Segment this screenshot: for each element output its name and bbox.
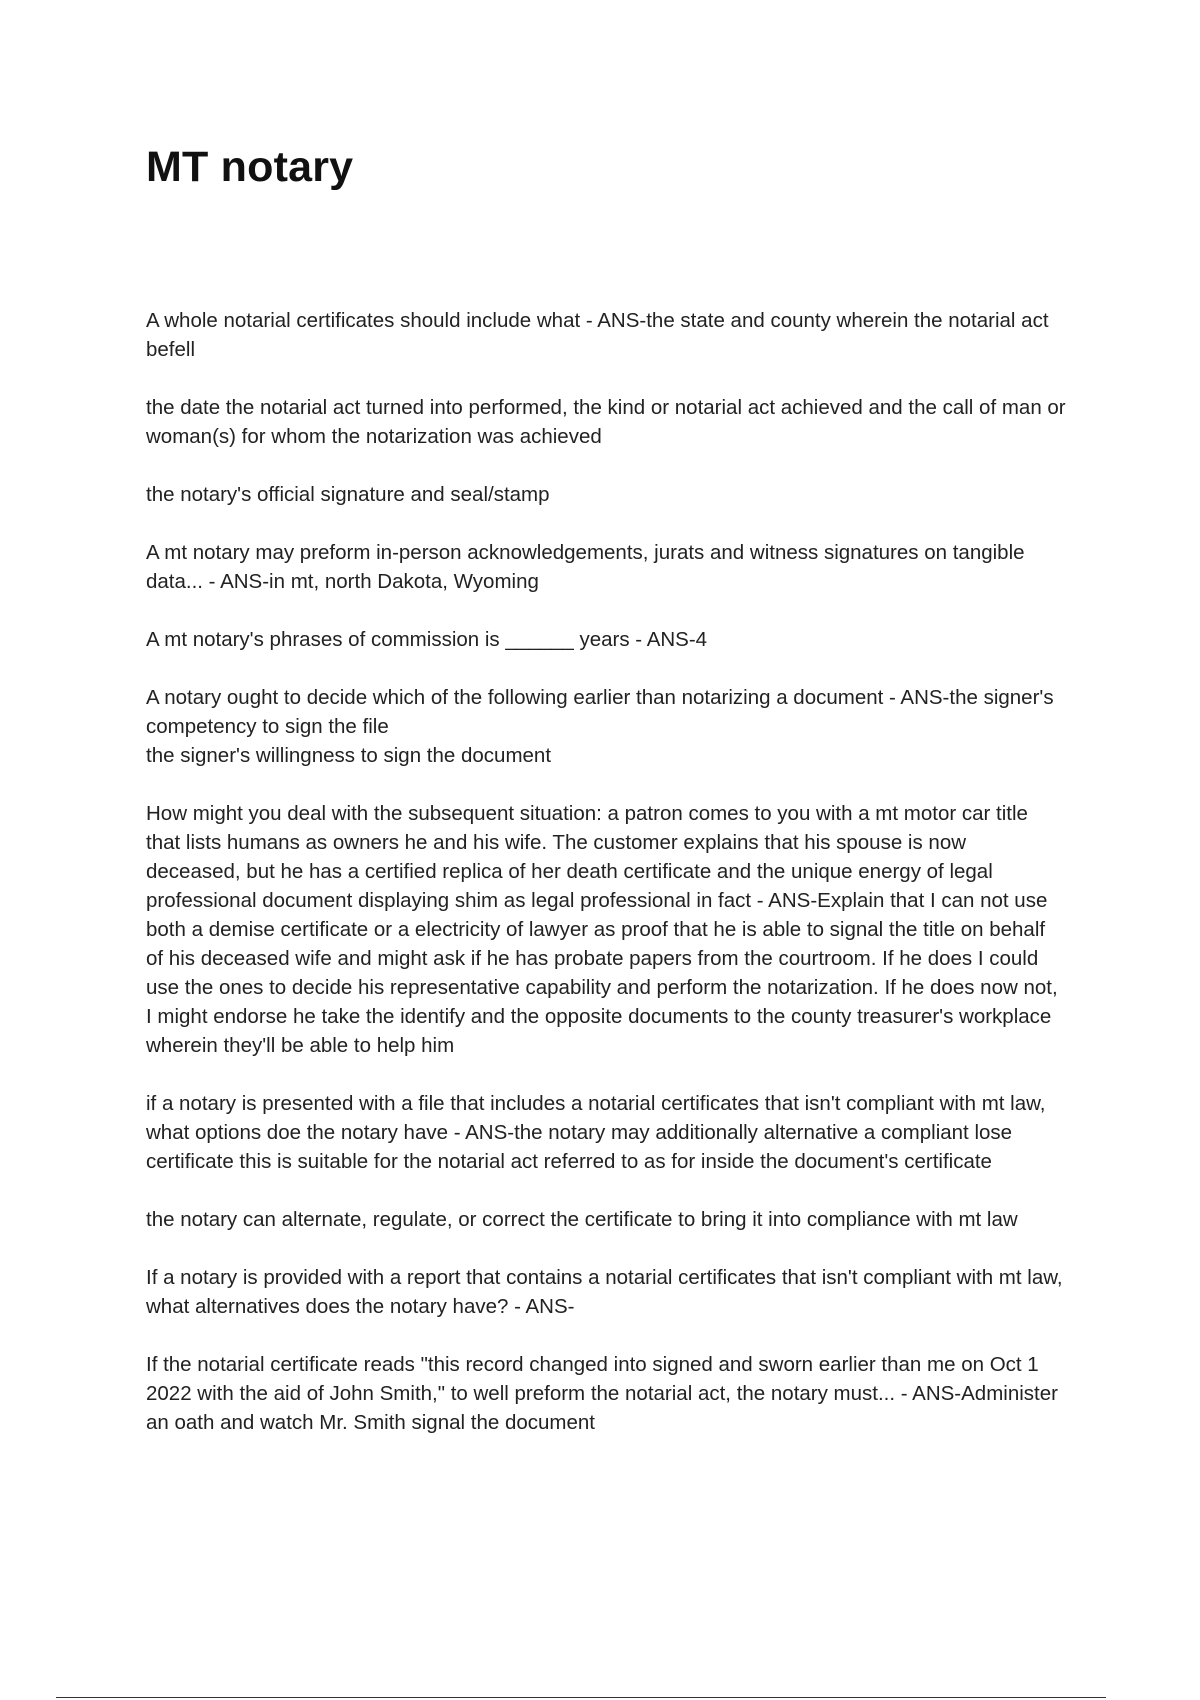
paragraph: A mt notary may preform in-person acknowledgements, jurats and witness signatures on tangible data... - ANS-in mt, north Dakota, Wyoming [146, 541, 1025, 593]
paragraph: the notary can alternate, regulate, or correct the certificate to bring it into compliance with mt law [146, 1208, 1018, 1231]
paragraph: How might you deal with the subsequent situation: a patron comes to you with a mt motor car title that lists humans as owners he and his wife. The customer explains that his spouse is now deceased, but he has a certified replica of her death certificate and the unique energy of legal professional document displaying shim as legal professional in fact - ANS-Explain that I can not use both a demise certificate or a electricity of lawyer as proof that he is able to signal the title on behalf of his deceased wife and might ask if he has probate papers from the courtroom. If he does I could use the ones to decide his representative capability and perform the notarization. If he does now not, I might endorse he take the identify and the opposite documents to the county treasurer's workplace wherein they'll be able to help him [146, 802, 1058, 1057]
paragraph: A mt notary's phrases of commission is ______ years - ANS-4 [146, 628, 708, 651]
paragraph: If a notary is provided with a report that contains a notarial certificates that isn't compliant with mt law, what alternatives does the notary have? - ANS- [146, 1266, 1063, 1318]
paragraph: the notary's official signature and seal/stamp [146, 483, 550, 506]
document-title: MT notary [146, 143, 354, 191]
paragraph: If the notarial certificate reads "this record changed into signed and sworn earlier than me on Oct 1 2022 with the aid of John Smith," to well preform the notarial act, the notary must... - ANS-Administer an oath and watch Mr. Smith signal the document [146, 1353, 1058, 1434]
document-body [146, 306, 1066, 1466]
page-bottom-divider [56, 1697, 1106, 1698]
paragraph: the date the notarial act turned into performed, the kind or notarial act achieved and the call of man or woman(s) for whom the notarization was achieved [146, 396, 1066, 448]
paragraph: if a notary is presented with a file that includes a notarial certificates that isn't compliant with mt law, what options doe the notary have - ANS-the notary may additionally alternative a compliant lose certificate this is suitable for the notarial act referred to as for inside the document's certificate [146, 1092, 1046, 1173]
paragraph: A notary ought to decide which of the following earlier than notarizing a document - ANS-the signer's competency to sign the file the signer's willingness to sign the document [146, 686, 1054, 767]
paragraph: A whole notarial certificates should include what - ANS-the state and county wherein the notarial act befell [146, 309, 1049, 361]
